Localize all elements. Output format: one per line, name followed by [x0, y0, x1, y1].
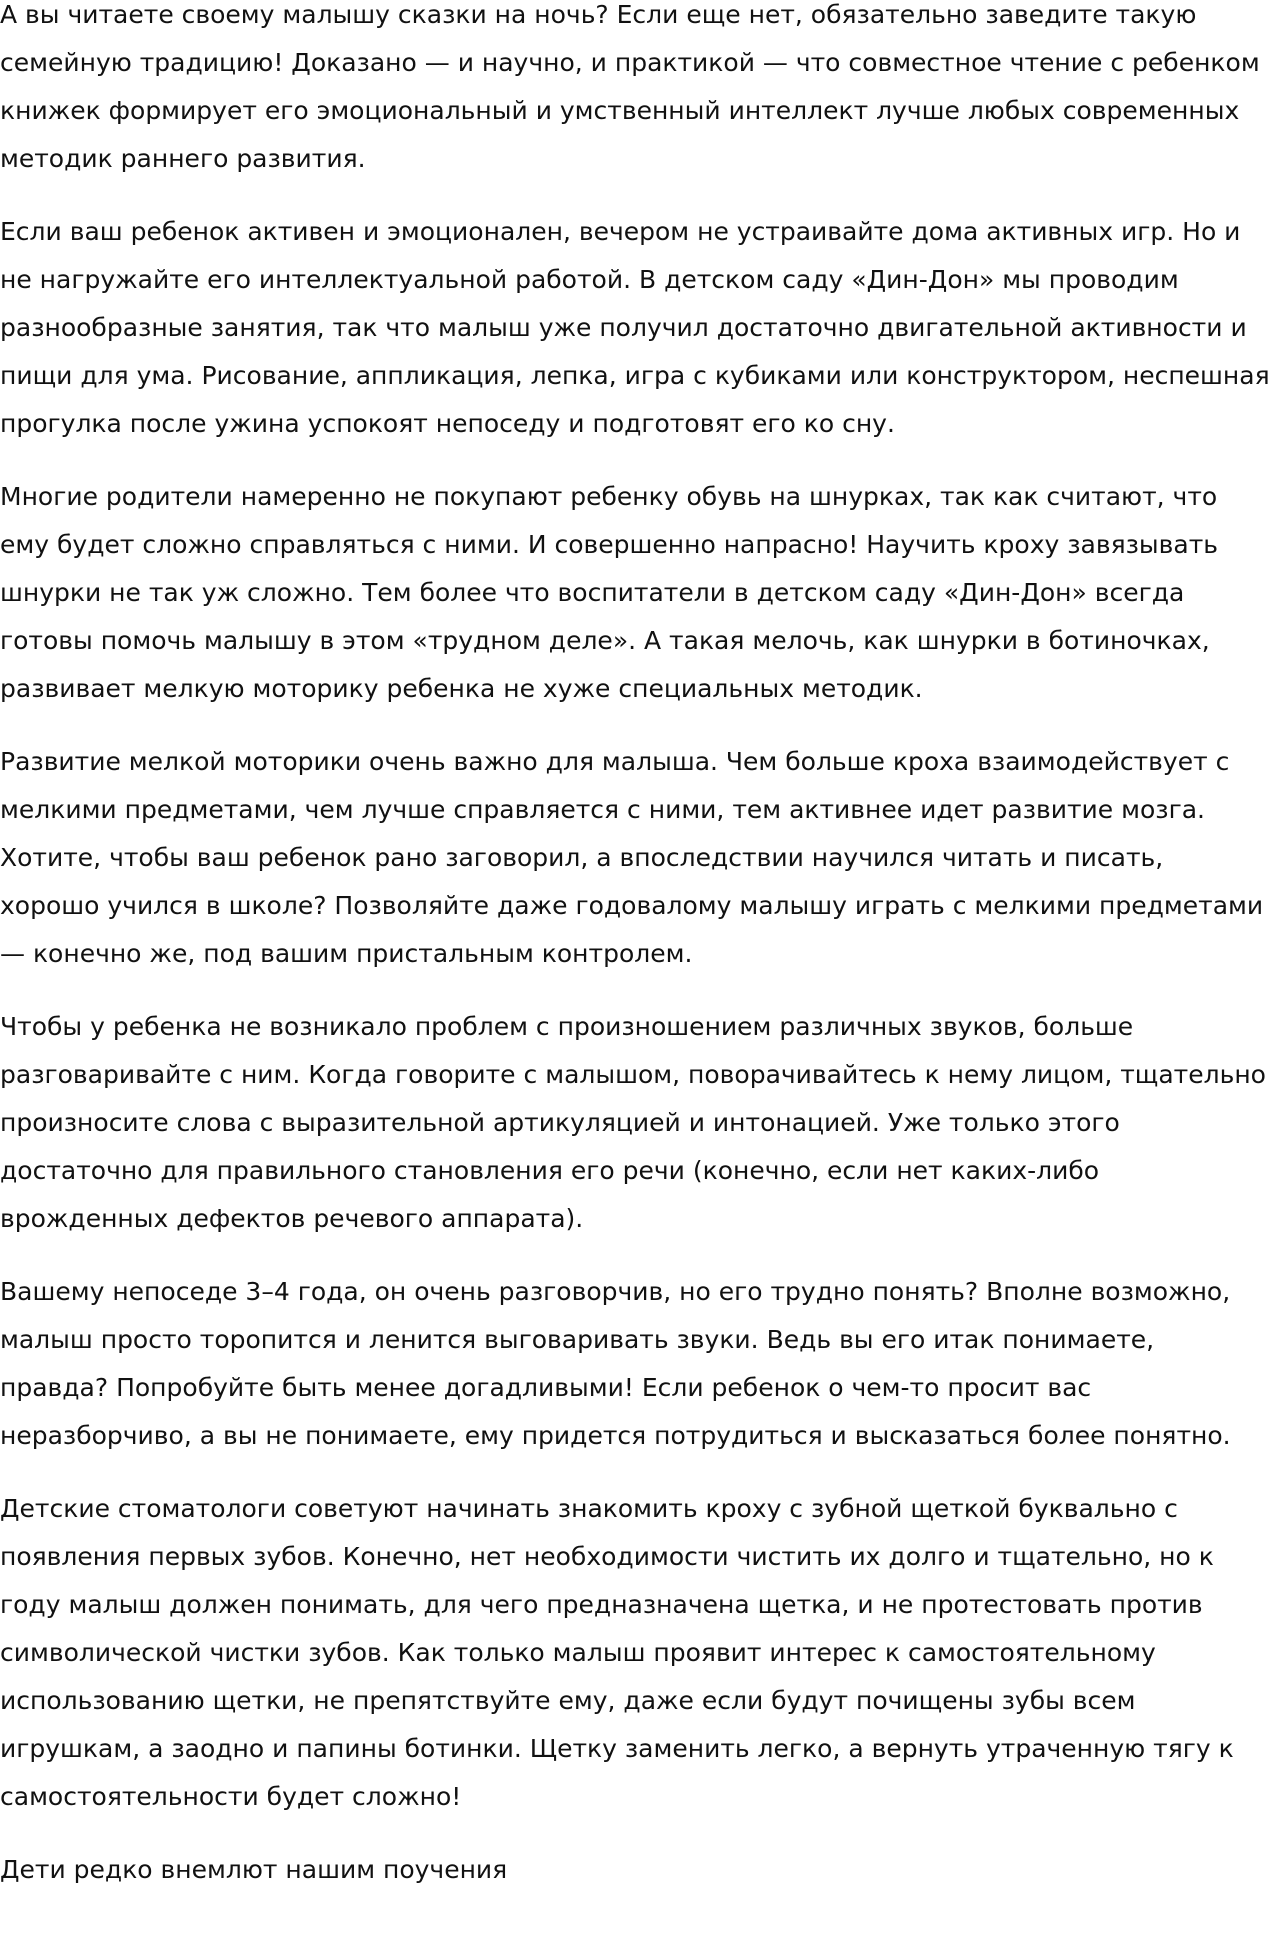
- paragraph-toothbrush: Детские стоматологи советуют начинать знакомить кроху с зубной щеткой буквально с появления первых зубов. Конечно, нет необходимости чистить их долго и тщательно, но к году малыш должен понимать, для чего предназначена щетка, и не протестовать против символической чистки зубов. Как только малыш проявит интерес к самостоятельному использованию щетки, не препятствуйте ему, даже если будут почищены зубы всем игрушкам, а заодно и папины ботинки. Щетку заменить легко, а вернуть утраченную тягу к самостоятельности будет сложно!: [0, 1494, 1234, 1811]
- paragraph-fine-motor-skills: Развитие мелкой моторики очень важно для малыша. Чем больше кроха взаимодействует с мелкими предметами, чем лучше справляется с ними, тем активнее идет развитие мозга. Хотите, чтобы ваш ребенок рано заговорил, а впоследствии научился читать и писать, хорошо учился в школе? Позволяйте даже годовалому малышу играть с мелкими предметами — конечно же, под вашим пристальным контролем.: [0, 747, 1264, 968]
- paragraph-bedtime-stories: А вы читаете своему малышу сказки на ночь? Если еще нет, обязательно заведите такую семейную традицию! Доказано — и научно, и практикой — что совместное чтение с ребенком книжек формирует его эмоциональный и умственный интеллект лучше любых современных методик раннего развития.: [0, 0, 1260, 173]
- paragraph-shoelaces: Многие родители намеренно не покупают ребенку обувь на шнурках, так как считают, что ему будет сложно справляться с ними. И совершенно напрасно! Научить кроху завязывать шнурки не так уж сложно. Тем более что воспитатели в детском саду «Дин-Дон» всегда готовы помочь малышу в этом «трудном деле». А такая мелочь, как шнурки в ботиночках, развивает мелкую моторику ребенка не хуже специальных методик.: [0, 482, 1219, 703]
- paragraph-talkative-child: Вашему непоседе 3–4 года, он очень разговорчив, но его трудно понять? Вполне возможно, малыш просто торопится и ленится выговаривать звуки. Ведь вы его итак понимаете, правда? Попробуйте быть менее догадливыми! Если ребенок о чем-то просит вас неразборчиво, а вы не понимаете, ему придется потрудиться и высказаться более понятно.: [0, 1277, 1231, 1450]
- paragraph-evening-activities: Если ваш ребенок активен и эмоционален, вечером не устраивайте дома активных игр. Но и не нагружайте его интеллектуальной работой. В детском саду «Дин-Дон» мы проводим разнообразные занятия, так что малыш уже получил достаточно двигательной активности и пищи для ума. Рисование, аппликация, лепка, игра с кубиками или конструктором, неспешная прогулка после ужина успокоят непоседу и подготовят его ко сну.: [0, 217, 1270, 438]
- paragraph-truncated-heading: Дети редко внемлют нашим поучения: [0, 1855, 508, 1884]
- paragraph-pronunciation: Чтобы у ребенка не возникало проблем с произношением различных звуков, больше разговаривайте с ним. Когда говорите с малышом, поворачивайтесь к нему лицом, тщательно произносите слова с выразительной артикуляцией и интонацией. Уже только этого достаточно для правильного становления его речи (конечно, если нет каких-либо врожденных дефектов речевого аппарата).: [0, 1012, 1266, 1233]
